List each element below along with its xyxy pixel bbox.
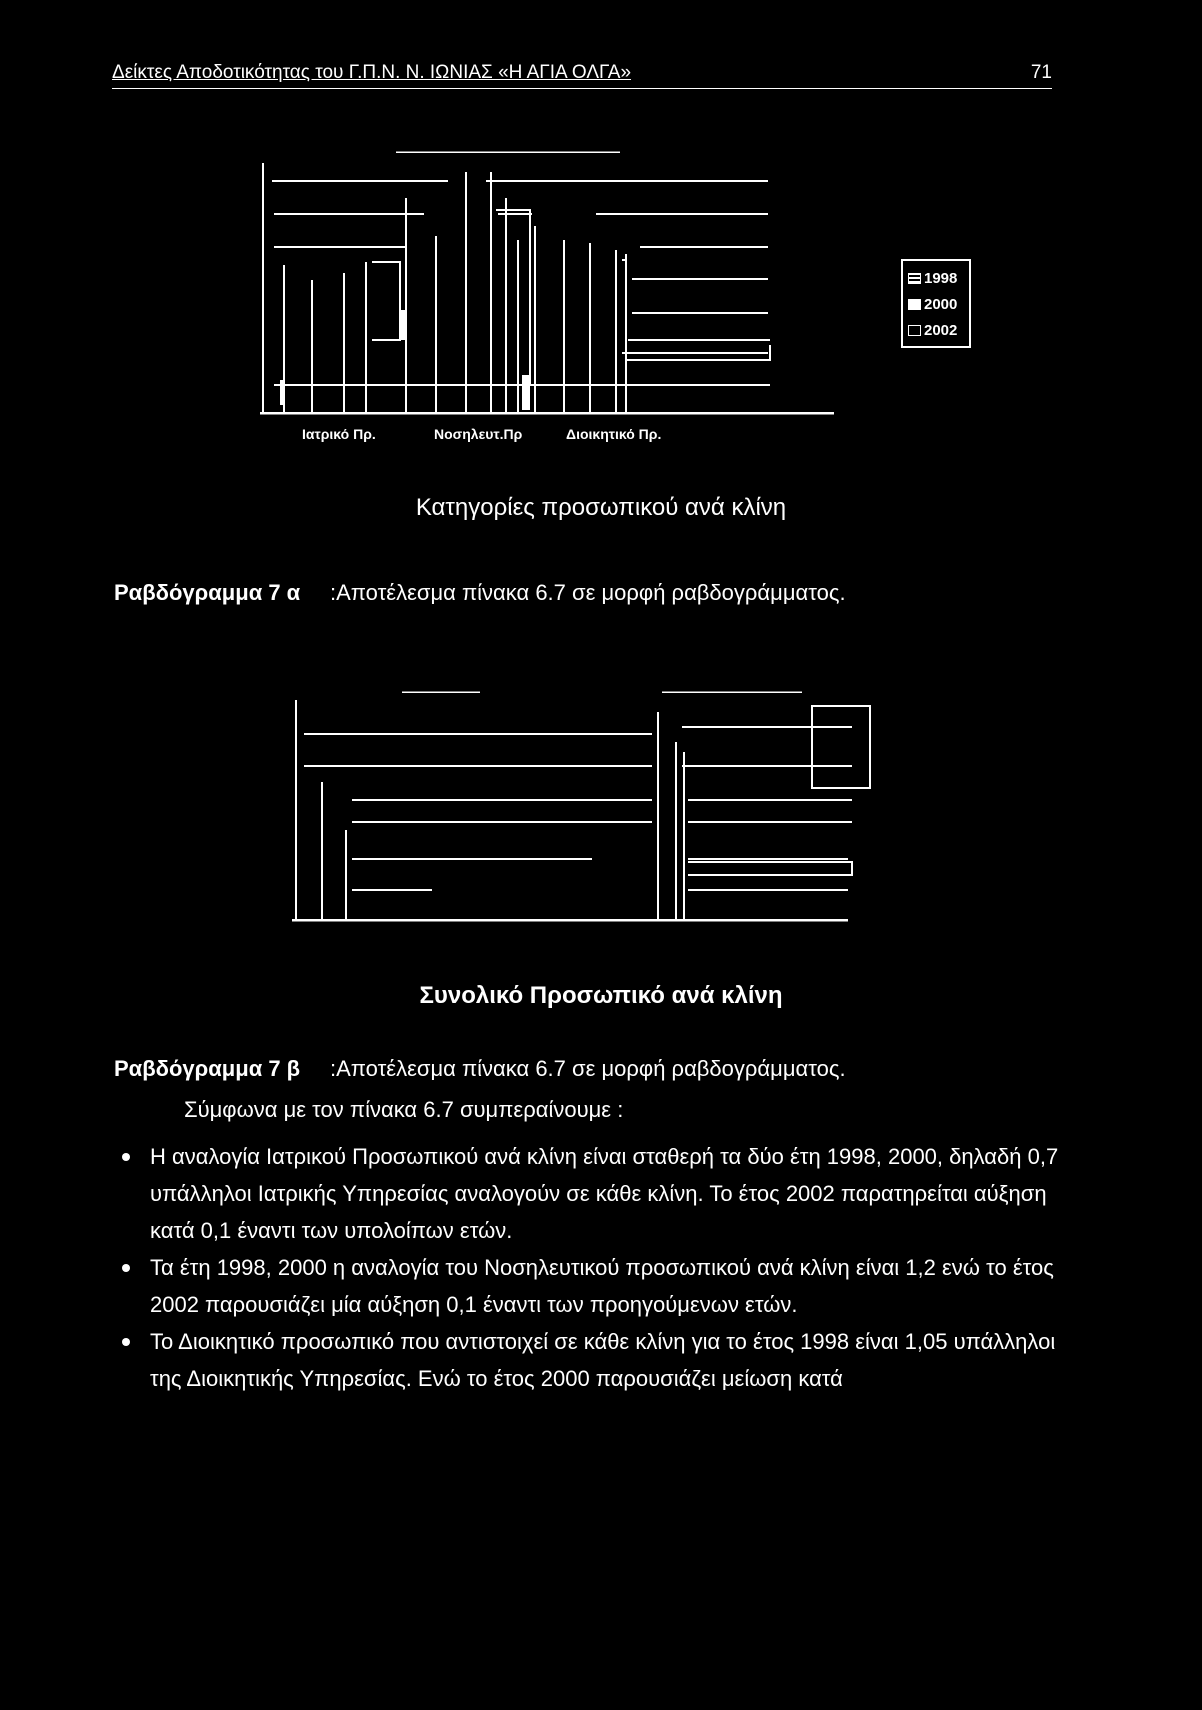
- list-item: [114, 1323, 1074, 1397]
- chart-b-axis-title: Συνολικό Προσωπικό ανά κλίνη: [419, 982, 783, 1009]
- conclusion-intro: Σύμφωνα με τον πίνακα 6.7 συμπεραίνουμε :: [184, 1097, 624, 1122]
- bar-mark: [400, 310, 406, 340]
- running-header: [112, 60, 1052, 89]
- bar-total-2002-box: [688, 862, 852, 875]
- legend-label: 2000: [924, 295, 958, 313]
- caption-text: :Αποτέλεσμα πίνακα 6.7 σε μορφή ραβδογράμματος.: [330, 580, 846, 605]
- legend-swatch-2000: [908, 299, 921, 310]
- bar-iatriko-group-box: [372, 262, 400, 340]
- legend-item-2000: [908, 291, 965, 317]
- conclusion-list: [114, 1138, 1074, 1397]
- chart-a-legend: [901, 259, 971, 348]
- category-label: Διοικητικό Πρ.: [566, 426, 662, 442]
- legend-swatch-2002: [908, 325, 921, 336]
- bar-mark: [280, 380, 285, 405]
- caption-label: Ραβδόγραμμα 7 β: [114, 1056, 301, 1081]
- list-item: [114, 1138, 1074, 1249]
- bar-chart-7a-plot: [260, 150, 880, 420]
- caption-label: Ραβδόγραμμα 7 α: [114, 580, 301, 605]
- legend-item-2002: [908, 317, 965, 343]
- legend-label: 1998: [924, 269, 958, 287]
- legend-item-1998: [908, 265, 965, 291]
- bar-mark: [522, 375, 530, 410]
- bar-chart-7a: [260, 150, 880, 420]
- list-item-text: Η αναλογία Ιατρικού Προσωπικού ανά κλίνη είναι σταθερή τα δύο έτη 1998, 2000, δηλαδή 0,7 υπάλληλοι Ιατρικής Υπηρεσίας αναλογούν σε κάθε κλίνη. Το έτος 2002 παρατηρείται αύξηση κατά 0,1 έναντι των υπολοίπων ετών.: [150, 1144, 1059, 1243]
- bar-dioikitiko-group-box: [622, 260, 770, 360]
- legend-label: 2002: [924, 321, 958, 339]
- bar-chart-7b-plot: [292, 690, 952, 930]
- bar-chart-7b: [292, 690, 952, 930]
- bullet-icon: [122, 1264, 130, 1272]
- list-item-text: Το Διοικητικό προσωπικό που αντιστοιχεί σε κάθε κλίνη για το έτος 1998 είναι 1,05 υπάλληλοι της Διοικητικής Υπηρεσίας. Ενώ το έτος 2000 παρουσιάζει μείωση κατά: [150, 1329, 1056, 1391]
- chart-b-legend-box: [812, 706, 870, 788]
- figure-caption-7b: [114, 1056, 846, 1082]
- category-label: Ιατρικό Πρ.: [302, 426, 376, 442]
- bullet-icon: [122, 1338, 130, 1346]
- list-item-text: Τα έτη 1998, 2000 η αναλογία του Νοσηλευτικού προσωπικού ανά κλίνη είναι 1,2 ενώ το έτος 2002 παρουσιάζει μία αύξηση 0,1 έναντι των προηγούμενων ετών.: [150, 1255, 1054, 1317]
- legend-swatch-1998: [908, 273, 921, 284]
- list-item: [114, 1249, 1074, 1323]
- chart-a-axis-title: Κατηγορίες προσωπικού ανά κλίνη: [415, 494, 787, 521]
- header-title: Δείκτες Αποδοτικότητας του Γ.Π.Ν. Ν. ΙΩΝΙΑΣ «Η ΑΓΙΑ ΟΛΓΑ»: [112, 62, 632, 83]
- bar-nosileftiko-group-box: [496, 210, 530, 385]
- category-label: Νοσηλευτ.Πρ: [434, 426, 523, 442]
- bullet-icon: [122, 1153, 130, 1161]
- caption-text: :Αποτέλεσμα πίνακα 6.7 σε μορφή ραβδογράμματος.: [330, 1056, 846, 1081]
- page-number: 71: [1030, 62, 1052, 83]
- figure-caption-7a: [114, 580, 846, 606]
